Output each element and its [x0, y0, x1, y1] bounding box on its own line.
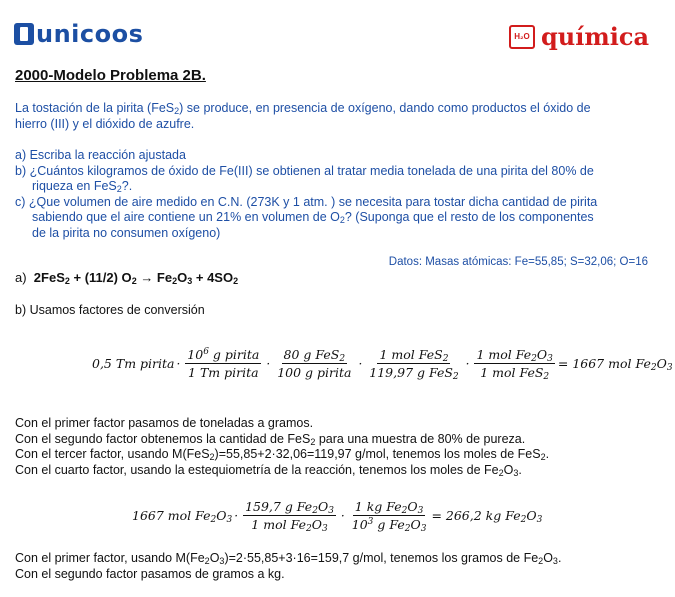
conversion-formula-1: 0,5 Tm pirita · $\frac{10^6 g pirita}{\text{1 Tm pirita}}$ · $\frac{80 g FeS_2}{\text{100 g pirita}}$ · $\frac{1 mol FeS_2}{119,97 g FeS_2}$ · $\frac{1 mol Fe_2O_3}{1 mol FeS_2}$ = 1667 mol $Fe_2O_3$ — [92, 347, 673, 382]
question-b: b) ¿Cuántos kilogramos de óxido de Fe(III) se obtienen al tratar media tonelada de una pirita del 80% de — [15, 163, 594, 178]
answer-a: a) 2FeS$_2$ + (11/2) $O_2 \to Fe_2O_3 + 4SO_2$ — [15, 270, 239, 286]
unicoos-logo: unicoos — [14, 20, 143, 48]
answer-b: b) Usamos factores de conversión — [15, 303, 205, 317]
question-a: a) Escriba la reacción ajustada — [15, 148, 186, 162]
explanation-2: Con el primer factor, usando $M(Fe_2O_3)=2\cdot 55,85+3\cdot 16=159,7$ g/mol, tenemos los gramos de $Fe_2O_3$. Con el segundo factor pasamos de gramos a kg. — [15, 551, 562, 581]
problem-intro: La tostación de la pirita (FeS$_2$) se produce, en presencia de oxígeno, dando como productos el óxido de hierro (III) y el dióxido de azufre. — [15, 101, 591, 131]
quimica-logo: H₂O química — [509, 22, 649, 51]
page-title: 2000-Modelo Problema 2B. — [15, 67, 206, 84]
conversion-formula-2: 1667 mol $Fe_2O_3$ · $\frac{159,7 g Fe_2O_3}{1 mol Fe_2O_3}$ · $\frac{1 kg Fe_2O_3}{10^3 g Fe_2O_3}$ = 266,2 kg $Fe_2O_3$ — [132, 499, 543, 534]
flask-icon: H₂O — [509, 25, 535, 49]
explanation-1: Con el primer factor pasamos de toneladas a gramos. Con el segundo factor obtenemos la cantidad de FeS$_2$ para una muestra de 80% de pureza. Con el tercer factor, usando M(FeS$_2$)=55,85+2·32,06=119,97 g/mol, tenemos los moles de FeS$_2$. Con el cuarto factor, usando la estequiometría de la reacción, tenemos los moles de $Fe_2O_3$. — [15, 416, 550, 478]
datos-masas: Datos: Masas atómicas: Fe=55,85; S=32,06; O=16 — [388, 256, 648, 268]
question-c: c) ¿Que volumen de aire medido en C.N. (273K y 1 atm. ) se necesita para tostar dicha cantidad de pirita — [15, 194, 598, 209]
questions-list: a) Escriba la reacción ajustada b) ¿Cuántos kilogramos de óxido de Fe(III) se obtienen al tratar media tonelada de una pirita del 80% de riqueza en FeS$_2$?. c) ¿Que volumen de aire medido en C.N. (273K y 1 atm. ) se necesita para tostar dicha cantidad de pirita sabiendo que el aire contiene un 21% en volumen de $O_2$? (Suponga que el resto de los componentes de la pirita no consumen oxígeno) — [15, 148, 655, 241]
unicoos-logo-icon — [14, 23, 34, 45]
